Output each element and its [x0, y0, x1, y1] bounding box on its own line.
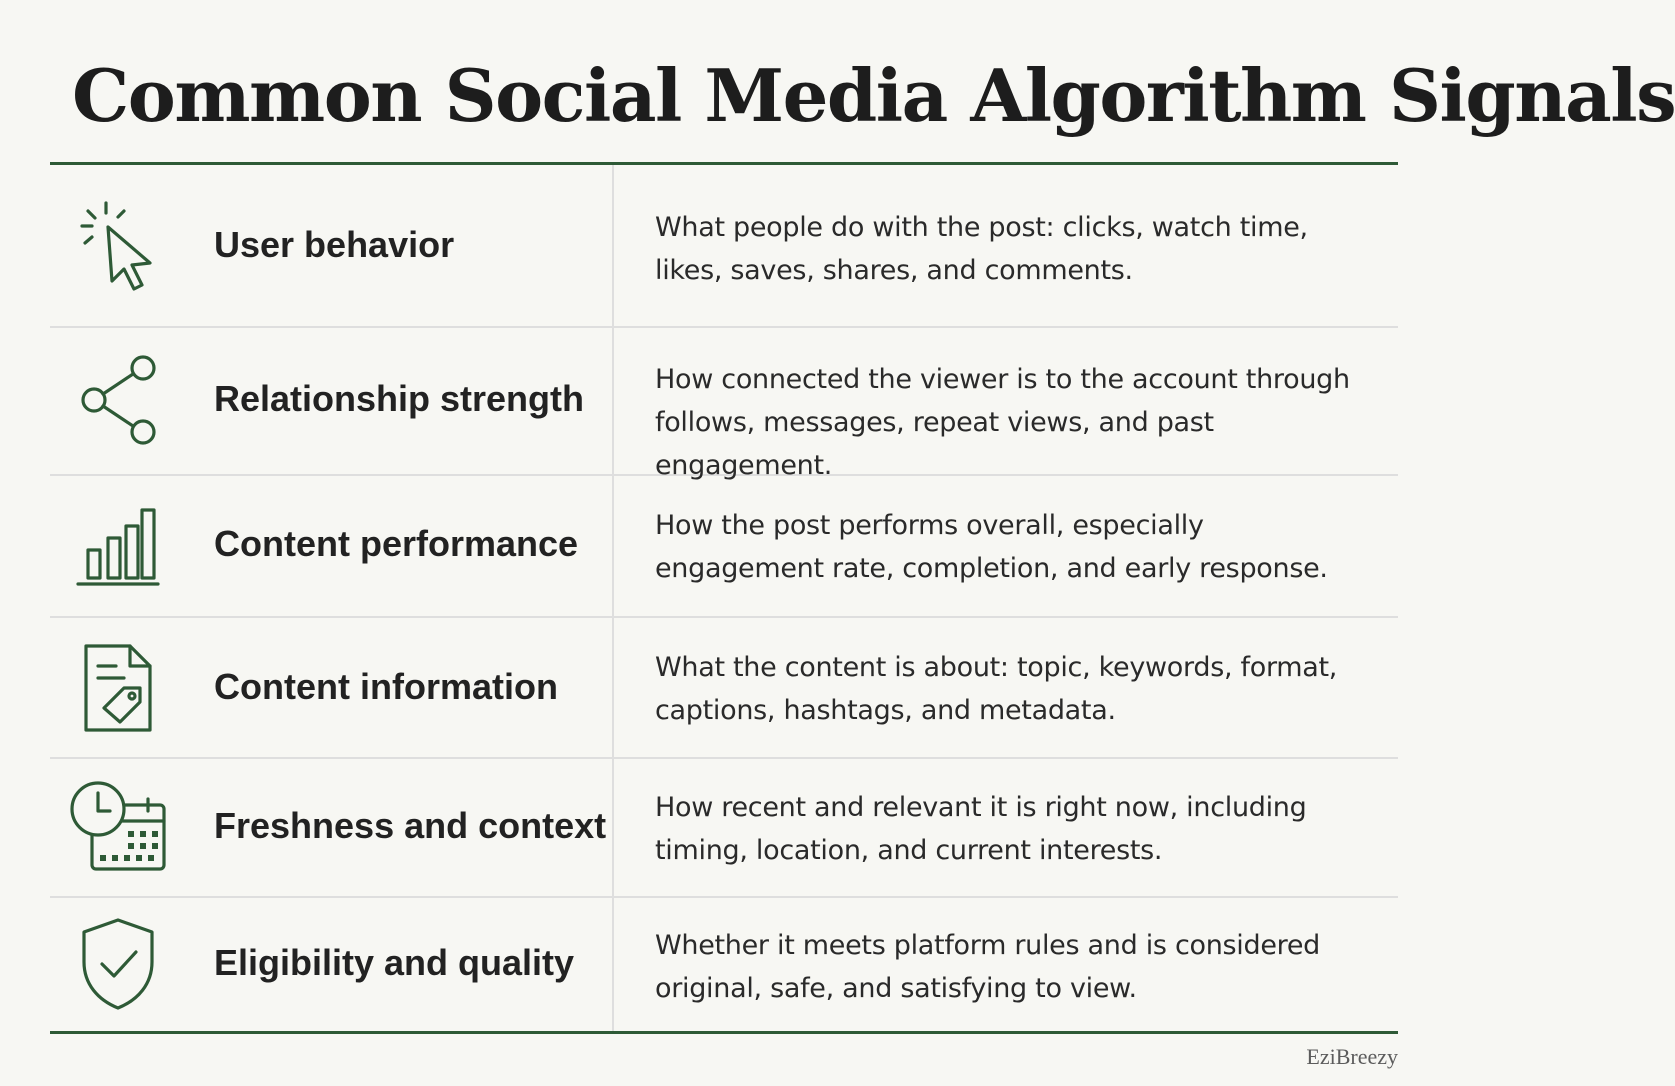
- row-description: Whether it meets platform rules and is considered original, safe, and satisfying to view.: [655, 930, 1321, 1004]
- row-label: Content performance: [214, 523, 579, 564]
- row-label: Freshness and context: [214, 805, 607, 846]
- bar-chart-icon: [68, 492, 172, 596]
- row-description: How connected the viewer is to the account through follows, messages, repeat views, and past engagement.: [655, 364, 1350, 481]
- share-network-icon: [68, 348, 172, 452]
- table-row: [50, 326, 1398, 481]
- table-row: [50, 896, 1398, 1034]
- shield-check-icon: [68, 912, 172, 1016]
- row-description: What people do with the post: clicks, watch time, likes, saves, shares, and comments.: [655, 212, 1308, 286]
- row-label: User behavior: [214, 224, 455, 265]
- row-description: How the post performs overall, especially engagement rate, completion, and early response.: [655, 510, 1328, 584]
- table-row: [50, 474, 1398, 618]
- table-row: [50, 757, 1398, 898]
- cursor-click-icon: [68, 193, 172, 297]
- row-label: Relationship strength: [214, 378, 585, 419]
- clock-calendar-icon: [68, 775, 172, 879]
- signals-table: [50, 162, 1398, 1034]
- table-row: [50, 616, 1398, 759]
- table-row: [50, 165, 1398, 328]
- page-title: Common Social Media Algorithm Signals: [72, 53, 1675, 138]
- document-tag-icon: [68, 636, 172, 740]
- row-description: What the content is about: topic, keywords, format, captions, hashtags, and metadata.: [655, 652, 1338, 726]
- brand-logo: EziBreezy: [1306, 1044, 1398, 1069]
- row-description: How recent and relevant it is right now, including timing, location, and current interests.: [655, 792, 1307, 866]
- row-label: Content information: [214, 666, 558, 707]
- row-label: Eligibility and quality: [214, 942, 575, 983]
